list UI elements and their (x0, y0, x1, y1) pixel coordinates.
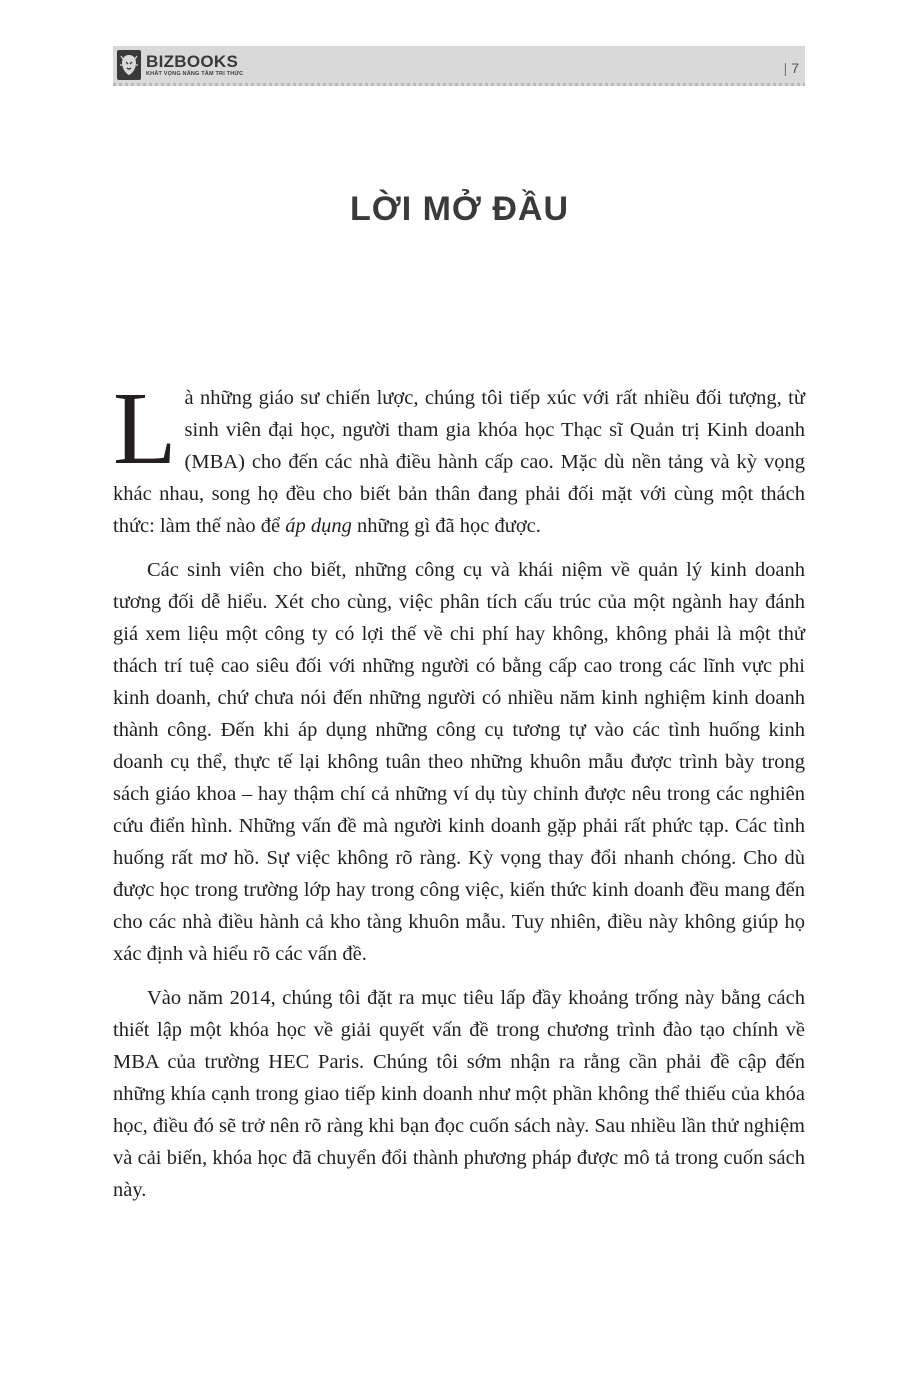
paragraph-1-text-a: à những giáo sư chiến lược, chúng tôi tiếp xúc với rất nhiều đối tượng, từ sinh viên đại học, người tham gia khóa học Thạc sĩ Quản trị Kinh doanh (MBA) cho đến các nhà điều hành cấp cao. Mặc dù nền tảng và kỳ vọng khác nhau, song họ đều cho biết bản thân đang phải đối mặt với cùng một thách thức: làm thế nào để (113, 387, 805, 537)
paragraph-2: Các sinh viên cho biết, những công cụ và khái niệm về quản lý kinh doanh tương đối dễ hiểu. Xét cho cùng, việc phân tích cấu trúc của một ngành hay đánh giá xem liệu một công ty có lợi thế về chi phí hay không, không phải là một thử thách trí tuệ cao siêu đối với những người có bằng cấp cao trong các lĩnh vực phi kinh doanh, chứ chưa nói đến những người có nhiều năm kinh nghiệm kinh doanh thành công. Đến khi áp dụng những công cụ tương tự vào các tình huống kinh doanh cụ thể, thực tế lại không tuân theo những khuôn mẫu được trình bày trong sách giáo khoa – hay thậm chí cả những ví dụ tùy chỉnh được nêu trong các nghiên cứu điển hình. Những vấn đề mà người kinh doanh gặp phải rất phức tạp. Các tình huống rất mơ hồ. Sự việc không rõ ràng. Kỳ vọng thay đổi nhanh chóng. Cho dù được học trong trường lớp hay trong công việc, kiến thức kinh doanh đều mang đến cho các nhà điều hành cả kho tàng khuôn mẫu. Tuy nhiên, điều này không giúp họ xác định và hiểu rõ các vấn đề. (113, 559, 805, 965)
drop-cap: L (113, 371, 177, 486)
brand-name: BIZBOOKS (146, 51, 239, 71)
body-text (113, 371, 805, 1206)
paragraph-1-emphasis: áp dụng (285, 515, 352, 537)
paragraph-1 (113, 371, 805, 542)
paragraph-3: Vào năm 2014, chúng tôi đặt ra mục tiêu lấp đầy khoảng trống này bằng cách thiết lập một khóa học về giải quyết vấn đề trong chương trình đào tạo chính về MBA của trường HEC Paris. Chúng tôi sớm nhận ra rằng cần phải đề cập đến những khía cạnh trong giao tiếp kinh doanh như một phần không thể thiếu của khóa học, điều đó sẽ trở nên rõ ràng khi bạn đọc cuốn sách này. Sau nhiều lần thử nghiệm và cải biến, khóa học đã chuyển đổi thành phương pháp được mô tả trong cuốn sách này. (113, 987, 805, 1201)
paragraph-1-text-b: những gì đã học được. (351, 515, 541, 537)
chapter-title: LỜI MỞ ĐẦU (349, 190, 570, 228)
page-number-value: 7 (791, 60, 799, 76)
bizbooks-logo-icon (117, 50, 141, 80)
page-number (784, 60, 799, 76)
bizbooks-logo (117, 50, 243, 80)
lion-head-icon (120, 53, 138, 77)
brand-tagline: KHÁT VỌNG NÂNG TẦM TRI THỨC (146, 70, 244, 77)
page-number-separator: | (783, 60, 788, 76)
page-header (113, 46, 805, 86)
header-dashed-border (113, 83, 805, 86)
